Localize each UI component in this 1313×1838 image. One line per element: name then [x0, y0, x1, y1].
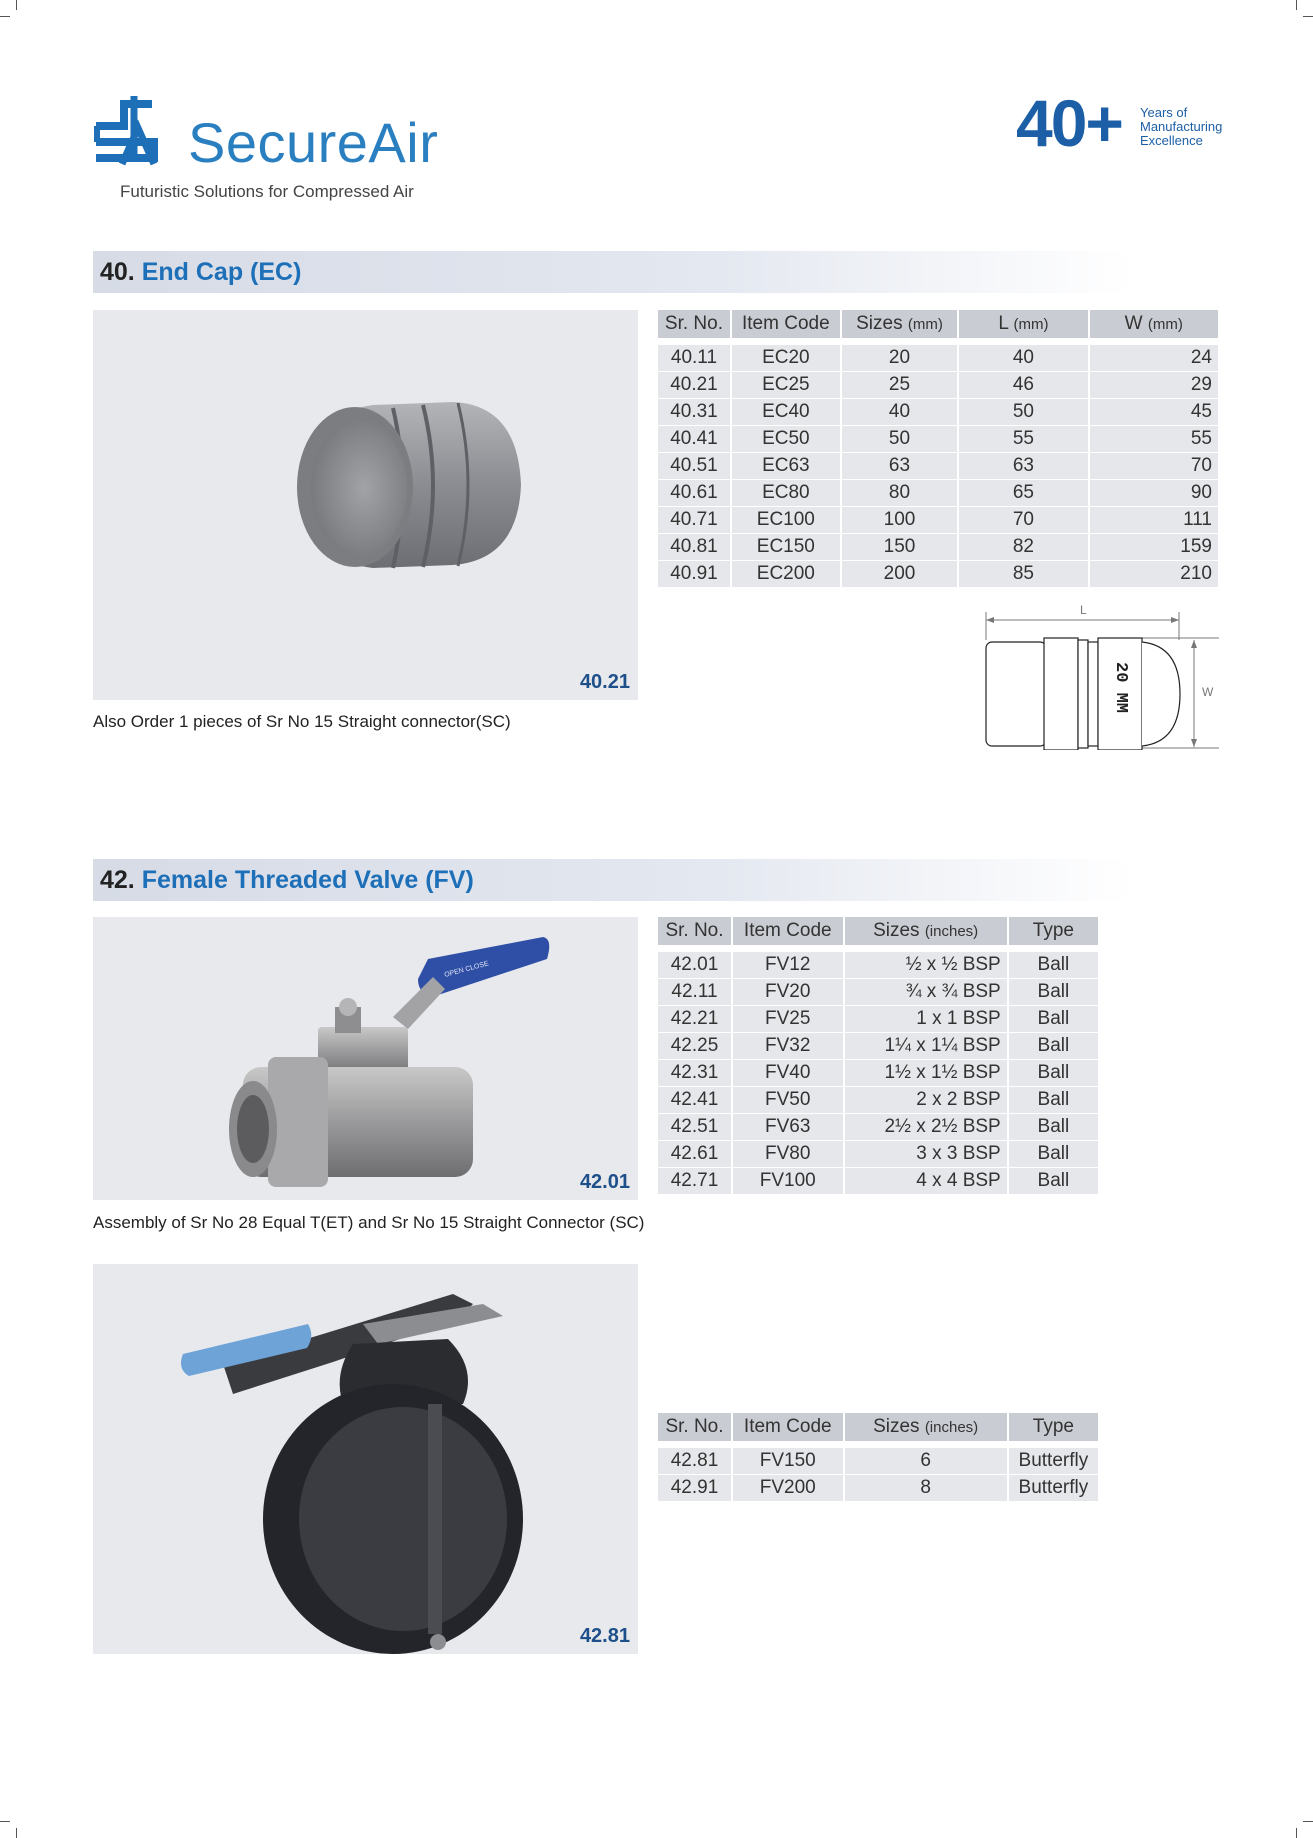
- table-cell: FV20: [733, 979, 843, 1006]
- table-cell: 40.21: [658, 372, 730, 399]
- years-number: 40+: [1016, 86, 1122, 160]
- table-cell: 3 x 3 BSP: [845, 1141, 1007, 1168]
- table-cell: 42.11: [658, 979, 731, 1006]
- brand-logo: [92, 88, 472, 208]
- table-cell: Butterfly: [1009, 1448, 1098, 1475]
- table-row: [658, 399, 1218, 426]
- photo-code: 42.01: [579, 1171, 630, 1193]
- photo-code: 42.81: [579, 1625, 630, 1647]
- table-cell: EC50: [732, 426, 840, 453]
- table-cell: FV12: [733, 952, 843, 979]
- years-line: Manufacturing: [1140, 119, 1223, 134]
- table-cell: 2½ x 2½ BSP: [845, 1114, 1007, 1141]
- table-cell: 42.25: [658, 1033, 731, 1060]
- table-cell: ¾ x ¾ BSP: [845, 979, 1007, 1006]
- col-sizes: [845, 1413, 1007, 1441]
- table-cell: 8: [845, 1475, 1007, 1502]
- end-cap-dimension-diagram: [984, 600, 1224, 750]
- table-cell: 4 x 4 BSP: [845, 1168, 1007, 1195]
- table-spacer: [658, 338, 1218, 345]
- butterfly-valve-table: [656, 1413, 1100, 1502]
- col-w: [1090, 310, 1218, 338]
- table-cell: 42.91: [658, 1475, 731, 1502]
- table-cell: 29: [1090, 372, 1218, 399]
- col-sizes: [842, 310, 958, 338]
- years-badge: [1016, 88, 1276, 158]
- table-row: [658, 1060, 1098, 1087]
- col-sizes-label: Sizes: [856, 313, 903, 334]
- table-cell: 210: [1090, 561, 1218, 588]
- years-line: Years of: [1140, 105, 1188, 120]
- table-row: [658, 561, 1218, 588]
- table-cell: 40: [842, 399, 958, 426]
- crop-mark: [1303, 1821, 1313, 1822]
- table-cell: 42.21: [658, 1006, 731, 1033]
- table-cell: 6: [845, 1448, 1007, 1475]
- table-cell: Ball: [1009, 1060, 1098, 1087]
- brand-tagline: Futuristic Solutions for Compressed Air: [120, 182, 414, 201]
- table-cell: 85: [959, 561, 1087, 588]
- col-l: [959, 310, 1087, 338]
- table-cell: 63: [959, 453, 1087, 480]
- table-spacer: [658, 1441, 1098, 1448]
- section-number: 40.: [100, 258, 135, 286]
- ball-valve-note: Assembly of Sr No 28 Equal T(ET) and Sr No 15 Straight Connector (SC): [93, 1213, 645, 1232]
- table-row: [658, 1006, 1098, 1033]
- ball-valve-photo: [93, 917, 638, 1200]
- table-row: [658, 1087, 1098, 1114]
- table-cell: EC80: [732, 480, 840, 507]
- table-cell: FV25: [733, 1006, 843, 1033]
- table-cell: EC200: [732, 561, 840, 588]
- table-cell: 50: [842, 426, 958, 453]
- table-cell: 150: [842, 534, 958, 561]
- table-cell: Ball: [1009, 1087, 1098, 1114]
- table-cell: Ball: [1009, 1006, 1098, 1033]
- table-cell: 42.51: [658, 1114, 731, 1141]
- ball-valve-image: [93, 917, 638, 1200]
- table-row: [658, 952, 1098, 979]
- table-cell: 82: [959, 534, 1087, 561]
- crop-mark: [0, 1821, 10, 1822]
- table-cell: FV100: [733, 1168, 843, 1195]
- table-cell: 42.61: [658, 1141, 731, 1168]
- diagram-w-label: W: [1202, 685, 1214, 699]
- end-cap-note: Also Order 1 pieces of Sr No 15 Straight connector(SC): [93, 712, 511, 731]
- col-item-code: Item Code: [733, 1413, 843, 1441]
- col-item-code: Item Code: [732, 310, 840, 338]
- table-cell: 40.61: [658, 480, 730, 507]
- brand-name: SecureAir: [188, 111, 439, 174]
- table-row: [658, 1114, 1098, 1141]
- col-sizes-unit: (inches): [924, 1419, 979, 1436]
- col-w-unit: (mm): [1147, 316, 1183, 333]
- table-cell: 20: [842, 345, 958, 372]
- table-cell: Butterfly: [1009, 1475, 1098, 1502]
- col-sizes-unit: (inches): [924, 923, 979, 940]
- table-cell: FV80: [733, 1141, 843, 1168]
- col-item-code: Item Code: [733, 917, 843, 945]
- section-name: Female Threaded Valve (FV): [141, 866, 474, 894]
- table-cell: FV63: [733, 1114, 843, 1141]
- crop-mark: [0, 16, 10, 17]
- end-cap-photo: [93, 310, 638, 700]
- section-header-female-threaded-valve: [93, 859, 1133, 901]
- years-caption: [1140, 106, 1222, 148]
- col-sr-no: Sr. No.: [658, 1413, 731, 1441]
- table-cell: 80: [842, 480, 958, 507]
- col-sizes-label: Sizes: [873, 1416, 920, 1437]
- col-sr-no: Sr. No.: [658, 310, 730, 338]
- table-spacer: [658, 945, 1098, 952]
- section-name: End Cap (EC): [141, 258, 302, 286]
- years-line: Excellence: [1140, 133, 1203, 148]
- table-cell: EC25: [732, 372, 840, 399]
- table-cell: 65: [959, 480, 1087, 507]
- table-cell: 40: [959, 345, 1087, 372]
- table-cell: 2 x 2 BSP: [845, 1087, 1007, 1114]
- table-cell: 200: [842, 561, 958, 588]
- table-cell: EC100: [732, 507, 840, 534]
- table-cell: 100: [842, 507, 958, 534]
- table-cell: 63: [842, 453, 958, 480]
- table-row: [658, 453, 1218, 480]
- section-title: [100, 258, 301, 287]
- table-cell: 159: [1090, 534, 1218, 561]
- table-row: [658, 979, 1098, 1006]
- end-cap-image: [93, 310, 638, 700]
- table-cell: 42.01: [658, 952, 731, 979]
- section-number: 42.: [100, 866, 135, 894]
- table-cell: 70: [1090, 453, 1218, 480]
- table-cell: EC40: [732, 399, 840, 426]
- col-w-label: W: [1124, 313, 1143, 334]
- table-cell: Ball: [1009, 979, 1098, 1006]
- table-cell: 111: [1090, 507, 1218, 534]
- table-cell: 24: [1090, 345, 1218, 372]
- section-header-end-cap: [93, 251, 1133, 293]
- table-row: [658, 372, 1218, 399]
- col-sizes: [845, 917, 1007, 945]
- table-cell: 70: [959, 507, 1087, 534]
- table-header-row: [658, 917, 1098, 945]
- table-cell: 40.11: [658, 345, 730, 372]
- table-row: [658, 426, 1218, 453]
- table-cell: Ball: [1009, 1033, 1098, 1060]
- col-sizes-unit: (mm): [907, 316, 943, 333]
- table-cell: ½ x ½ BSP: [845, 952, 1007, 979]
- table-cell: FV32: [733, 1033, 843, 1060]
- handle-marking: OPEN CLOSE: [443, 960, 490, 979]
- diagram-l-label: L: [1080, 603, 1087, 617]
- table-cell: 1¼ x 1¼ BSP: [845, 1033, 1007, 1060]
- table-cell: 1½ x 1½ BSP: [845, 1060, 1007, 1087]
- diagram-stamp: 20 MM: [1111, 662, 1130, 714]
- col-l-unit: (mm): [1013, 316, 1049, 333]
- table-row: [658, 534, 1218, 561]
- table-cell: FV40: [733, 1060, 843, 1087]
- securair-logo-icon: [94, 94, 170, 174]
- table-cell: FV50: [733, 1087, 843, 1114]
- table-cell: EC63: [732, 453, 840, 480]
- table-cell: 40.31: [658, 399, 730, 426]
- table-cell: Ball: [1009, 1114, 1098, 1141]
- table-cell: 42.81: [658, 1448, 731, 1475]
- table-cell: 1 x 1 BSP: [845, 1006, 1007, 1033]
- butterfly-valve-photo: [93, 1264, 638, 1654]
- col-type: Type: [1009, 917, 1098, 945]
- crop-mark: [1296, 1828, 1297, 1838]
- table-cell: 40.71: [658, 507, 730, 534]
- section-title: [100, 866, 474, 895]
- table-row: [658, 507, 1218, 534]
- table-cell: FV150: [733, 1448, 843, 1475]
- table-cell: Ball: [1009, 1141, 1098, 1168]
- table-cell: 50: [959, 399, 1087, 426]
- spacer-cell: [658, 945, 1098, 952]
- col-sr-no: Sr. No.: [658, 917, 731, 945]
- table-cell: 46: [959, 372, 1087, 399]
- butterfly-valve-image: [93, 1264, 638, 1654]
- table-header-row: [658, 1413, 1098, 1441]
- table-cell: 42.71: [658, 1168, 731, 1195]
- table-cell: EC20: [732, 345, 840, 372]
- crop-mark: [16, 0, 17, 10]
- table-cell: 90: [1090, 480, 1218, 507]
- photo-code: 40.21: [579, 671, 630, 693]
- end-cap-drawing: [984, 600, 1224, 750]
- crop-mark: [1296, 0, 1297, 10]
- crop-mark: [16, 1828, 17, 1838]
- table-cell: 25: [842, 372, 958, 399]
- table-cell: Ball: [1009, 1168, 1098, 1195]
- table-cell: Ball: [1009, 952, 1098, 979]
- table-cell: FV200: [733, 1475, 843, 1502]
- table-row: [658, 345, 1218, 372]
- table-header-row: [658, 310, 1218, 338]
- table-cell: 55: [959, 426, 1087, 453]
- end-cap-table: [656, 310, 1220, 588]
- col-type: Type: [1009, 1413, 1098, 1441]
- table-row: [658, 1448, 1098, 1475]
- table-row: [658, 480, 1218, 507]
- table-cell: 40.91: [658, 561, 730, 588]
- spacer-cell: [658, 1441, 1098, 1448]
- crop-mark: [1303, 16, 1313, 17]
- table-cell: 40.51: [658, 453, 730, 480]
- ball-valve-table: [656, 917, 1100, 1195]
- spacer-cell: [658, 338, 1218, 345]
- col-sizes-label: Sizes: [873, 920, 920, 941]
- table-cell: 42.41: [658, 1087, 731, 1114]
- table-row: [658, 1475, 1098, 1502]
- table-row: [658, 1033, 1098, 1060]
- table-cell: 40.41: [658, 426, 730, 453]
- table-cell: 55: [1090, 426, 1218, 453]
- col-l-label: L: [998, 313, 1009, 334]
- table-cell: EC150: [732, 534, 840, 561]
- table-cell: 40.81: [658, 534, 730, 561]
- table-cell: 42.31: [658, 1060, 731, 1087]
- table-cell: 45: [1090, 399, 1218, 426]
- table-row: [658, 1168, 1098, 1195]
- table-row: [658, 1141, 1098, 1168]
